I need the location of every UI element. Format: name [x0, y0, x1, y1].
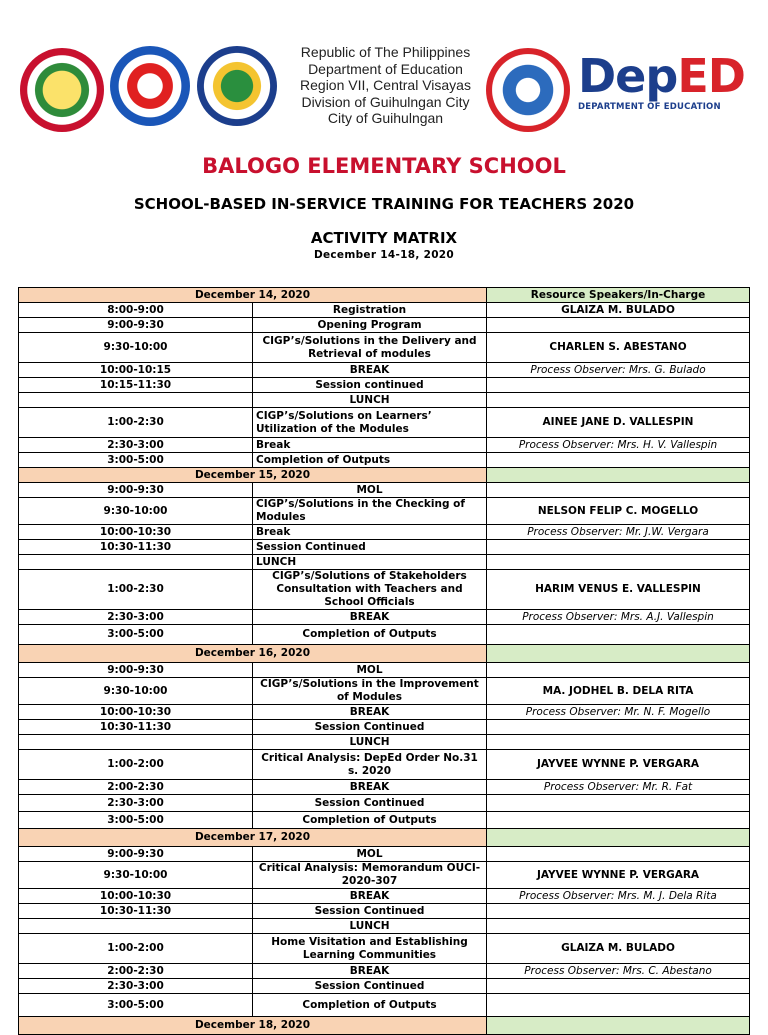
letterhead-line: Republic of The Philippines: [300, 44, 471, 60]
activity-matrix-table: [18, 287, 750, 1035]
speaker-cell: [487, 625, 750, 645]
letterhead-line: City of Guihulngan: [327, 110, 444, 126]
speaker-header: Resource Speakers/In-Charge: [487, 288, 750, 303]
speaker-cell: [487, 979, 750, 994]
speaker-header: [487, 645, 750, 663]
table-row: [19, 750, 750, 780]
time-cell: 1:00-2:30: [19, 570, 253, 610]
activity-cell: MOL: [253, 483, 487, 498]
table-row: [19, 408, 750, 438]
time-cell: [19, 555, 253, 570]
speaker-cell: CHARLEN S. ABESTANO: [487, 333, 750, 363]
activity-cell: CIGP’s/Solutions in the Delivery and Retrieval of modules: [253, 333, 487, 363]
activity-cell: Critical Analysis: DepEd Order No.31 s. 2020: [253, 750, 487, 780]
speaker-cell: [487, 812, 750, 829]
school-name: BALOGO ELEMENTARY SCHOOL: [202, 154, 566, 178]
time-cell: 9:00-9:30: [19, 847, 253, 862]
activity-cell: Completion of Outputs: [253, 453, 487, 468]
time-cell: 9:00-9:30: [19, 318, 253, 333]
speaker-cell: JAYVEE WYNNE P. VERGARA: [487, 862, 750, 889]
activity-cell: BREAK: [253, 780, 487, 795]
activity-cell: BREAK: [253, 964, 487, 979]
time-cell: 10:30-11:30: [19, 720, 253, 735]
speaker-cell: GLAIZA M. BULADO: [487, 934, 750, 964]
activity-cell: Session Continued: [253, 979, 487, 994]
letterhead-line: Region VII, Central Visayas: [300, 77, 471, 93]
time-cell: 9:30-10:00: [19, 333, 253, 363]
matrix-title: ACTIVITY MATRIX: [310, 229, 458, 247]
day-date: December 17, 2020: [19, 829, 487, 847]
table-row: [19, 812, 750, 829]
table-row: [19, 483, 750, 498]
activity-cell: Session Continued: [253, 904, 487, 919]
time-cell: 10:00-10:30: [19, 705, 253, 720]
activity-cell: Session Continued: [253, 795, 487, 812]
table-row: [19, 720, 750, 735]
speaker-header: [487, 468, 750, 483]
deped-logo: [578, 46, 745, 112]
table-row: [19, 780, 750, 795]
process-observer-cell: Process Observer: Mr. N. F. Mogello: [487, 705, 750, 720]
table-row: [19, 438, 750, 453]
day-header-row: [19, 829, 750, 847]
table-row: [19, 847, 750, 862]
time-cell: 1:00-2:00: [19, 750, 253, 780]
activity-cell: CIGP’s/Solutions of Stakeholders Consultation with Teachers and School Officials: [253, 570, 487, 610]
table-row: [19, 363, 750, 378]
time-cell: 3:00-5:00: [19, 453, 253, 468]
speaker-header: [487, 1017, 750, 1035]
letterhead-line: Department of Education: [308, 60, 463, 77]
activity-cell: CIGP’s/Solutions on Learners’ Utilization of the Modules: [253, 408, 487, 438]
process-observer-cell: Process Observer: Mr. R. Fat: [487, 780, 750, 795]
process-observer-cell: Process Observer: Mrs. G. Bulado: [487, 363, 750, 378]
time-cell: 10:00-10:15: [19, 363, 253, 378]
division-guihulngan-logo: [197, 46, 277, 126]
activity-cell: MOL: [253, 847, 487, 862]
activity-cell: Session Continued: [253, 540, 487, 555]
table-row: [19, 889, 750, 904]
speaker-cell: [487, 378, 750, 393]
day-date: December 16, 2020: [19, 645, 487, 663]
activity-cell: CIGP’s/Solutions in the Improvement of Modules: [253, 678, 487, 705]
time-cell: 2:30-3:00: [19, 795, 253, 812]
speaker-cell: [487, 555, 750, 570]
speaker-cell: [487, 663, 750, 678]
time-cell: 9:30-10:00: [19, 862, 253, 889]
region-vii-logo: [486, 48, 570, 132]
time-cell: 9:00-9:30: [19, 483, 253, 498]
table-row: [19, 610, 750, 625]
table-row: [19, 735, 750, 750]
deped-wordmark: DepED: [578, 49, 745, 103]
speaker-cell: [487, 540, 750, 555]
activity-cell: LUNCH: [253, 919, 487, 934]
day-date: December 14, 2020: [19, 288, 487, 303]
time-cell: 10:00-10:30: [19, 525, 253, 540]
time-cell: 2:30-3:00: [19, 438, 253, 453]
speaker-cell: [487, 847, 750, 862]
table-row: [19, 625, 750, 645]
activity-cell: LUNCH: [253, 735, 487, 750]
time-cell: 8:00-9:00: [19, 303, 253, 318]
time-cell: [19, 735, 253, 750]
activity-cell: BREAK: [253, 705, 487, 720]
table-row: [19, 795, 750, 812]
time-cell: 10:30-11:30: [19, 904, 253, 919]
table-row: [19, 919, 750, 934]
time-cell: 9:30-10:00: [19, 678, 253, 705]
time-cell: 10:00-10:30: [19, 889, 253, 904]
training-title: SCHOOL-BASED IN-SERVICE TRAINING FOR TEACHERS 2020: [133, 195, 635, 213]
activity-cell: BREAK: [253, 610, 487, 625]
time-cell: 9:30-10:00: [19, 498, 253, 525]
process-observer-cell: Process Observer: Mr. J.W. Vergara: [487, 525, 750, 540]
activity-cell: Opening Program: [253, 318, 487, 333]
table-row: [19, 904, 750, 919]
speaker-cell: [487, 453, 750, 468]
speaker-cell: HARIM VENUS E. VALLESPIN: [487, 570, 750, 610]
speaker-cell: GLAIZA M. BULADO: [487, 303, 750, 318]
date-range: December 14-18, 2020: [313, 249, 455, 261]
table-row: [19, 303, 750, 318]
table-row: [19, 318, 750, 333]
table-row: [19, 964, 750, 979]
activity-cell: Home Visitation and Establishing Learning Communities: [253, 934, 487, 964]
time-cell: [19, 919, 253, 934]
table-row: [19, 393, 750, 408]
letterhead-line: Division of Guihulngan City: [301, 93, 470, 110]
time-cell: 10:30-11:30: [19, 540, 253, 555]
time-cell: 1:00-2:00: [19, 934, 253, 964]
speaker-cell: [487, 994, 750, 1017]
table-row: [19, 678, 750, 705]
activity-cell: Break: [253, 438, 487, 453]
deped-subtitle: DEPARTMENT OF EDUCATION: [578, 102, 721, 112]
activity-cell: BREAK: [253, 889, 487, 904]
activity-cell: Critical Analysis: Memorandum OUCI-2020-307: [253, 862, 487, 889]
time-cell: 2:30-3:00: [19, 610, 253, 625]
activity-cell: Session Continued: [253, 720, 487, 735]
table-row: [19, 934, 750, 964]
speaker-cell: [487, 720, 750, 735]
time-cell: 2:00-2:30: [19, 964, 253, 979]
activity-cell: Completion of Outputs: [253, 625, 487, 645]
table-row: [19, 979, 750, 994]
table-row: [19, 453, 750, 468]
day-header-row: [19, 288, 750, 303]
speaker-cell: [487, 318, 750, 333]
time-cell: 10:15-11:30: [19, 378, 253, 393]
activity-cell: Session continued: [253, 378, 487, 393]
speaker-cell: [487, 795, 750, 812]
speaker-cell: [487, 393, 750, 408]
table-row: [19, 333, 750, 363]
table-row: [19, 705, 750, 720]
time-cell: 2:00-2:30: [19, 780, 253, 795]
table-row: [19, 555, 750, 570]
cluster-four-logo: [110, 46, 190, 126]
table-row: [19, 994, 750, 1017]
speaker-cell: NELSON FELIP C. MOGELLO: [487, 498, 750, 525]
process-observer-cell: Process Observer: Mrs. A.J. Vallespin: [487, 610, 750, 625]
speaker-cell: MA. JODHEL B. DELA RITA: [487, 678, 750, 705]
speaker-header: [487, 829, 750, 847]
day-date: December 18, 2020: [19, 1017, 487, 1035]
time-cell: 3:00-5:00: [19, 812, 253, 829]
activity-cell: LUNCH: [253, 393, 487, 408]
time-cell: 9:00-9:30: [19, 663, 253, 678]
time-cell: 1:00-2:30: [19, 408, 253, 438]
time-cell: 3:00-5:00: [19, 625, 253, 645]
process-observer-cell: Process Observer: Mrs. H. V. Vallespin: [487, 438, 750, 453]
table-row: [19, 525, 750, 540]
time-cell: [19, 393, 253, 408]
letterhead: [283, 44, 488, 127]
table-row: [19, 862, 750, 889]
table-row: [19, 498, 750, 525]
activity-cell: MOL: [253, 663, 487, 678]
activity-cell: Completion of Outputs: [253, 812, 487, 829]
day-date: December 15, 2020: [19, 468, 487, 483]
time-cell: 2:30-3:00: [19, 979, 253, 994]
process-observer-cell: Process Observer: Mrs. C. Abestano: [487, 964, 750, 979]
activity-cell: CIGP’s/Solutions in the Checking of Modules: [253, 498, 487, 525]
speaker-cell: JAYVEE WYNNE P. VERGARA: [487, 750, 750, 780]
speaker-cell: [487, 735, 750, 750]
day-header-row: [19, 1017, 750, 1035]
table-row: [19, 570, 750, 610]
day-header-row: [19, 468, 750, 483]
table-row: [19, 663, 750, 678]
speaker-cell: [487, 919, 750, 934]
balogo-school-logo: [20, 48, 104, 132]
activity-cell: Break: [253, 525, 487, 540]
speaker-cell: [487, 904, 750, 919]
speaker-cell: [487, 483, 750, 498]
process-observer-cell: Process Observer: Mrs. M. J. Dela Rita: [487, 889, 750, 904]
activity-cell: Completion of Outputs: [253, 994, 487, 1017]
table-row: [19, 540, 750, 555]
time-cell: 3:00-5:00: [19, 994, 253, 1017]
activity-cell: BREAK: [253, 363, 487, 378]
activity-cell: LUNCH: [253, 555, 487, 570]
table-row: [19, 378, 750, 393]
day-header-row: [19, 645, 750, 663]
speaker-cell: AINEE JANE D. VALLESPIN: [487, 408, 750, 438]
activity-cell: Registration: [253, 303, 487, 318]
